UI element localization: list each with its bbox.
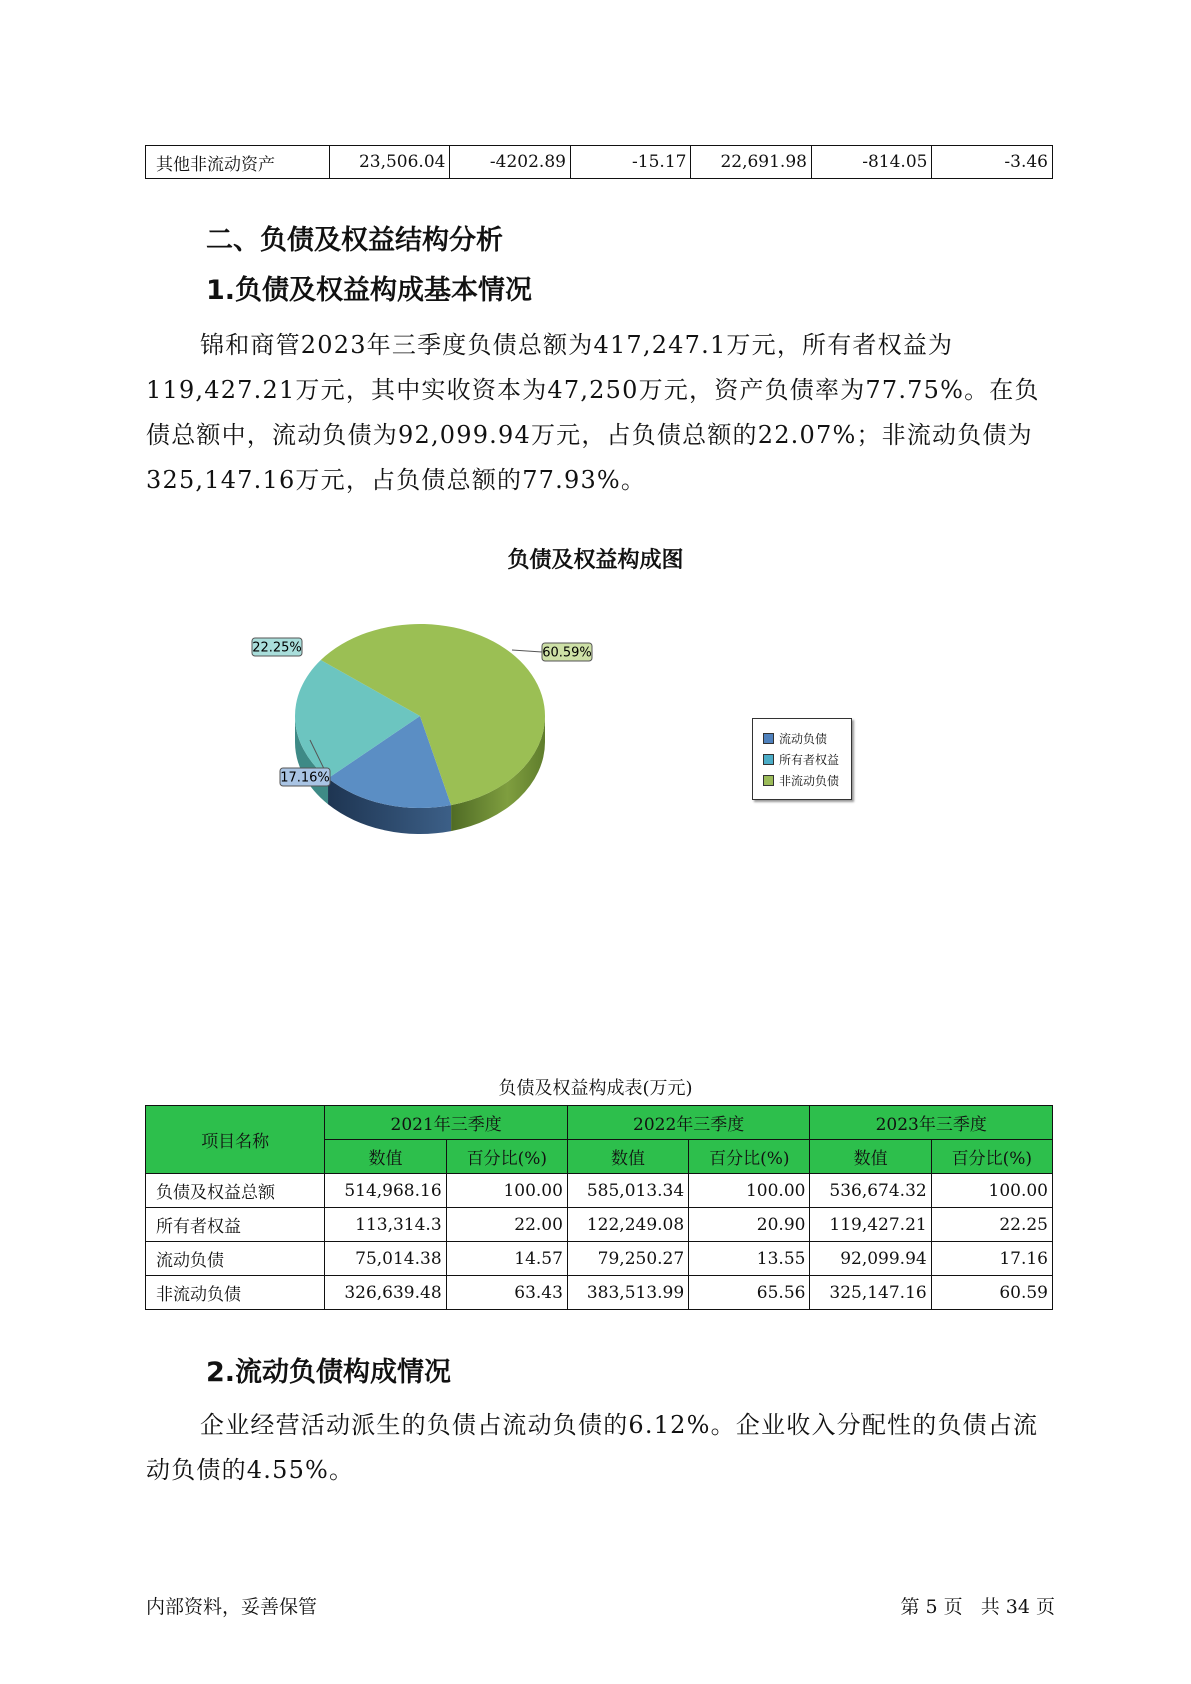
cell: 20.90 <box>689 1208 810 1242</box>
cell: -4202.89 <box>450 146 571 179</box>
paragraph-1: 锦和商管2023年三季度负债总额为417,247.1万元，所有者权益为119,427.21万元，其中实收资本为47,250万元，资产负债率为77.75%。在负债总额中，流动负债为92,099.94万元，占负债总额的22.07%；非流动负债为325,147.16万元，占负债总额的77.93%。 <box>146 331 1040 494</box>
pie-slices <box>295 624 545 808</box>
cell: 22.00 <box>446 1208 567 1242</box>
legend-item <box>763 772 839 789</box>
cell: 13.55 <box>689 1242 810 1276</box>
row-label: 所有者权益 <box>146 1208 325 1242</box>
footer-left: 内部资料，妥善保管 <box>146 1596 318 1618</box>
sub-header: 百分比(%) <box>446 1140 567 1174</box>
table-row <box>146 1208 1053 1242</box>
table-row <box>146 1174 1053 1208</box>
sub-header: 数值 <box>810 1140 931 1174</box>
paragraph-2: 企业经营活动派生的负债占流动负债的6.12%。企业收入分配性的负债占流动负债的4.55%。 <box>146 1411 1039 1484</box>
legend-label: 流动负债 <box>779 732 828 746</box>
row-label: 其他非流动资产 <box>146 146 330 179</box>
cell: 79,250.27 <box>567 1242 688 1276</box>
cell: 92,099.94 <box>810 1242 931 1276</box>
legend-swatch <box>763 775 774 786</box>
table-row <box>146 1276 1053 1310</box>
cell: 100.00 <box>446 1174 567 1208</box>
sub-header: 数值 <box>325 1140 446 1174</box>
item-header: 项目名称 <box>146 1106 325 1174</box>
cell: 383,513.99 <box>567 1276 688 1310</box>
cell: 119,427.21 <box>810 1208 931 1242</box>
cell: 113,314.3 <box>325 1208 446 1242</box>
legend-label: 所有者权益 <box>779 753 840 767</box>
table-header-row <box>146 1106 1053 1140</box>
cell: 22,691.98 <box>691 146 812 179</box>
pie-label-leader <box>512 650 542 652</box>
cell: -814.05 <box>811 146 932 179</box>
cell: 22.25 <box>931 1208 1052 1242</box>
cell: 60.59 <box>931 1276 1052 1310</box>
top-table <box>145 145 1053 179</box>
sub-header: 百分比(%) <box>689 1140 810 1174</box>
cell: 100.00 <box>689 1174 810 1208</box>
subsection-heading-2: 2.流动负债构成情况 <box>206 1357 452 1388</box>
cell: 122,249.08 <box>567 1208 688 1242</box>
pie-data-label: 17.16% <box>280 770 330 786</box>
cell: 325,147.16 <box>810 1276 931 1310</box>
chart-legend <box>752 718 852 800</box>
cell: 100.00 <box>931 1174 1052 1208</box>
cell: 14.57 <box>446 1242 567 1276</box>
period-header: 2021年三季度 <box>325 1106 568 1140</box>
period-header: 2023年三季度 <box>810 1106 1053 1140</box>
section-heading: 二、负债及权益结构分析 <box>206 225 503 256</box>
cell: 75,014.38 <box>325 1242 446 1276</box>
pie-chart <box>230 620 650 850</box>
cell: 514,968.16 <box>325 1174 446 1208</box>
footer-page-number: 第 5 页 共 34 页 <box>900 1596 1055 1618</box>
legend-item <box>763 730 827 747</box>
row-label: 流动负债 <box>146 1242 325 1276</box>
legend-label: 非流动负债 <box>779 774 840 788</box>
table-caption: 负债及权益构成表(万元) <box>498 1078 693 1099</box>
cell: 63.43 <box>446 1276 567 1310</box>
period-header: 2022年三季度 <box>567 1106 810 1140</box>
table-row <box>146 1242 1053 1276</box>
cell: 17.16 <box>931 1242 1052 1276</box>
row-label: 负债及权益总额 <box>146 1174 325 1208</box>
chart-title: 负债及权益构成图 <box>507 548 684 573</box>
cell: 326,639.48 <box>325 1276 446 1310</box>
cell: 585,013.34 <box>567 1174 688 1208</box>
pie-data-label: 60.59% <box>542 645 592 661</box>
pie-data-label: 22.25% <box>252 640 302 656</box>
table-row <box>146 146 1053 179</box>
subsection-heading-1: 1.负债及权益构成基本情况 <box>206 275 533 306</box>
sub-header: 数值 <box>567 1140 688 1174</box>
legend-swatch <box>763 733 774 744</box>
cell: 536,674.32 <box>810 1174 931 1208</box>
legend-swatch <box>763 754 774 765</box>
cell: 65.56 <box>689 1276 810 1310</box>
structure-table <box>145 1105 1053 1310</box>
cell: -15.17 <box>570 146 691 179</box>
legend-item <box>763 751 839 768</box>
row-label: 非流动负债 <box>146 1276 325 1310</box>
cell: -3.46 <box>932 146 1053 179</box>
cell: 23,506.04 <box>329 146 450 179</box>
sub-header: 百分比(%) <box>931 1140 1052 1174</box>
